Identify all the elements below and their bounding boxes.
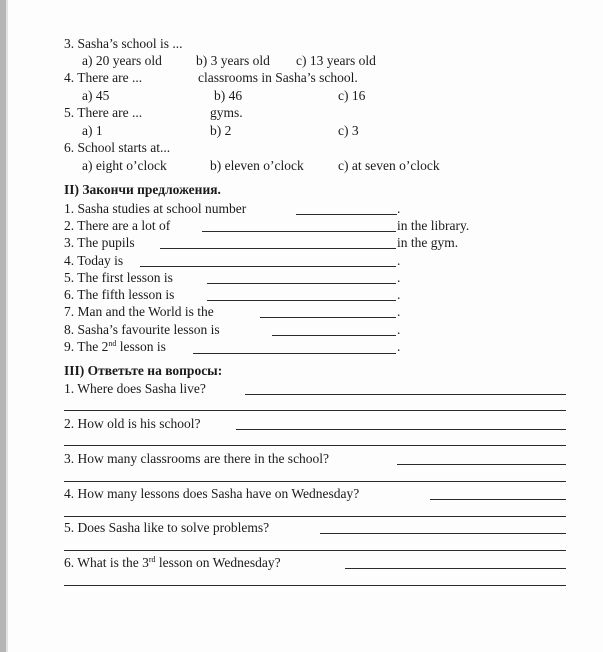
q3-option-a: a) 20 years old xyxy=(82,53,162,68)
q4-text: 4. There are ... xyxy=(64,70,143,85)
s2-item-5-tail: . xyxy=(397,270,401,285)
s2-item-2: 2. There are a lot of xyxy=(64,218,171,233)
s3-answer-3b[interactable] xyxy=(64,481,566,482)
q4-option-b: b) 46 xyxy=(214,88,243,103)
s3-answer-1a[interactable] xyxy=(245,394,566,395)
s3-answer-3a[interactable] xyxy=(397,464,566,465)
q6-option-a: a) eight o’clock xyxy=(82,158,167,173)
s2-item-5: 5. The first lesson is xyxy=(64,270,173,285)
s2-item-7-tail: . xyxy=(397,304,401,319)
s2-item-1-tail: . xyxy=(397,201,401,216)
s2-blank-3[interactable] xyxy=(160,248,396,249)
s3-question-6 xyxy=(64,555,281,571)
s3-answer-4b[interactable] xyxy=(64,516,566,517)
s3-question-4: 4. How many lessons does Sasha have on Wednesday? xyxy=(64,486,360,501)
s3-answer-1b[interactable] xyxy=(64,410,566,411)
s2-item-1: 1. Sasha studies at school number xyxy=(64,201,247,216)
section3-heading: III) Ответьте на вопросы: xyxy=(64,363,223,378)
s3-answer-2a[interactable] xyxy=(236,429,566,430)
q6-text: 6. School starts at... xyxy=(64,140,171,155)
s2-blank-4[interactable] xyxy=(140,266,396,267)
s2-item-9-pre: 9. The 2 xyxy=(64,339,109,354)
s3-question-6-pre: 6. What is the 3 xyxy=(64,555,149,570)
s2-item-6: 6. The fifth lesson is xyxy=(64,287,175,302)
page-edge-shadow xyxy=(6,0,8,652)
s2-blank-9[interactable] xyxy=(193,353,396,354)
s2-item-2-tail: in the library. xyxy=(397,218,470,233)
q6-option-c: c) at seven o’clock xyxy=(338,158,440,173)
s2-blank-2[interactable] xyxy=(202,231,396,232)
s2-item-8: 8. Sasha’s favourite lesson is xyxy=(64,322,220,337)
q5-tail: gyms. xyxy=(210,105,243,120)
s2-blank-5[interactable] xyxy=(207,283,396,284)
s3-answer-5a[interactable] xyxy=(320,533,566,534)
s3-question-6-sup: rd xyxy=(148,555,156,564)
s2-item-9 xyxy=(64,339,166,355)
q3-text: 3. Sasha’s school is ... xyxy=(64,36,183,51)
s3-answer-5b[interactable] xyxy=(64,550,566,551)
s2-item-4-tail: . xyxy=(397,253,401,268)
s3-answer-2b[interactable] xyxy=(64,445,566,446)
s2-item-6-tail: . xyxy=(397,287,401,302)
s2-blank-7[interactable] xyxy=(260,317,396,318)
q6-option-b: b) eleven o’clock xyxy=(210,158,304,173)
s2-item-8-tail: . xyxy=(397,322,401,337)
q3-option-b: b) 3 years old xyxy=(196,53,270,68)
q4-tail: classrooms in Sasha’s school. xyxy=(198,70,358,85)
s2-item-9-sup: nd xyxy=(108,339,117,348)
s3-question-5: 5. Does Sasha like to solve problems? xyxy=(64,520,270,535)
s2-item-4: 4. Today is xyxy=(64,253,124,268)
q5-option-a: a) 1 xyxy=(82,123,103,138)
s3-question-6-post: lesson on Wednesday? xyxy=(155,555,281,570)
s2-item-9-tail: . xyxy=(397,339,401,354)
s2-blank-1[interactable] xyxy=(296,214,397,215)
s3-answer-6a[interactable] xyxy=(345,568,566,569)
section2-heading: II) Закончи предложения. xyxy=(64,182,221,197)
q5-option-c: c) 3 xyxy=(338,123,359,138)
s2-item-3: 3. The pupils xyxy=(64,235,135,250)
s2-item-9-post: lesson is xyxy=(116,339,166,354)
q5-text: 5. There are ... xyxy=(64,105,143,120)
q5-option-b: b) 2 xyxy=(210,123,232,138)
s3-answer-6b[interactable] xyxy=(64,585,566,586)
q4-option-a: a) 45 xyxy=(82,88,110,103)
s2-item-3-tail: in the gym. xyxy=(397,235,459,250)
s2-blank-8[interactable] xyxy=(272,335,396,336)
q4-option-c: c) 16 xyxy=(338,88,366,103)
s3-question-3: 3. How many classrooms are there in the school? xyxy=(64,451,330,466)
q3-option-c: c) 13 years old xyxy=(296,53,376,68)
s3-question-2: 2. How old is his school? xyxy=(64,416,201,431)
s3-question-1: 1. Where does Sasha live? xyxy=(64,381,206,396)
s2-blank-6[interactable] xyxy=(207,300,396,301)
s3-answer-4a[interactable] xyxy=(430,499,566,500)
s2-item-7: 7. Man and the World is the xyxy=(64,304,214,319)
